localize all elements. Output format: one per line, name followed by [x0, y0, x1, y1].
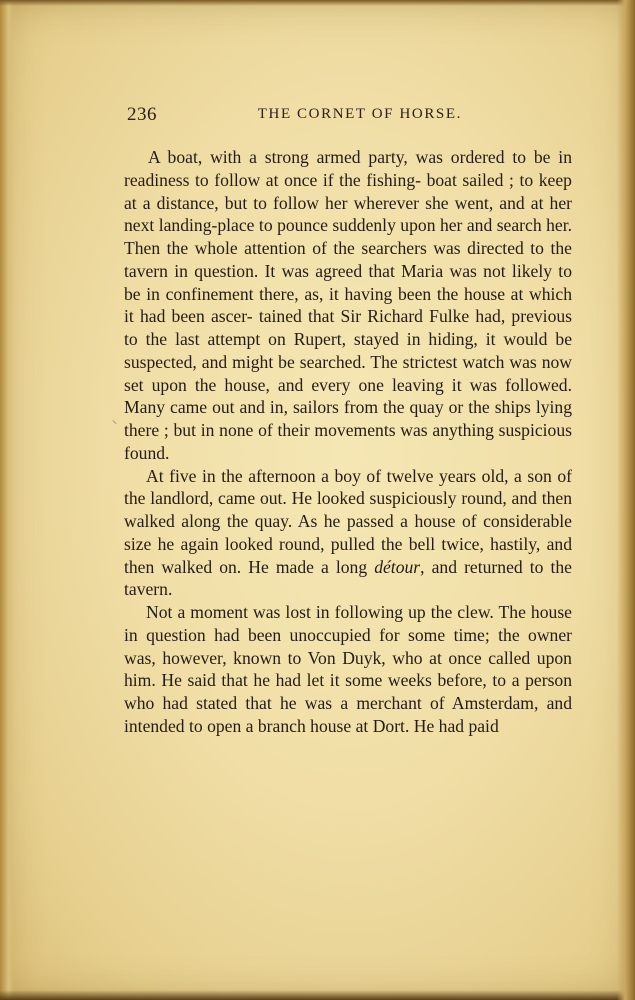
text-line: that he was a merchant of Amsterdam, and intended: [124, 693, 572, 736]
text-line: the tavern in question. It was agreed that Maria: [124, 238, 572, 281]
paragraph: [124, 465, 572, 602]
text-line: pounce suddenly upon her and search her. Then: [124, 215, 572, 258]
text-line: in none of their movements was anything suspicious: [200, 420, 572, 440]
page-header: [127, 104, 462, 128]
page-bottom-edge: [0, 990, 635, 1000]
page-top-edge: [0, 0, 635, 6]
text-line: wherever she went, and at her next landing-place to: [124, 192, 572, 236]
text-line: was not likely to be in confinement there, as, it: [124, 260, 572, 304]
text-line: The house in question had been unoccupied for some: [124, 602, 572, 645]
text-line: suspiciously round, and then walked along the quay.: [124, 488, 572, 531]
text-line: returned to the tavern.: [124, 556, 572, 600]
text-line: Not a moment was lost in following up the clew.: [146, 602, 494, 622]
text-line: found.: [124, 442, 170, 463]
running-title: THE CORNET OF HORSE.: [257, 106, 462, 122]
text-line: tained that Sir Richard Fulke had, previous to the: [124, 306, 573, 349]
text-line: then walked on. He made a long détour, and: [124, 556, 458, 577]
text-line: At five in the afternoon a boy of twelve years: [146, 465, 477, 486]
text-line: A boat, with a strong armed party, was ordered: [148, 147, 505, 167]
text-line: who at once called upon him. He said that he had: [124, 647, 572, 691]
text-line: As he passed a house of considerable size he again: [124, 511, 572, 554]
text-line: looked round, pulled the bell twice, hastily, and: [224, 533, 572, 554]
paragraph: [124, 146, 572, 465]
text-line: to be in readiness to follow at once if the fishing-: [124, 147, 572, 190]
text-line: leaving it was followed. Many came out and in,: [124, 374, 573, 418]
text-line: let it some weeks before, to a person who had stated: [124, 670, 573, 713]
text-line: having been the house at which it had been ascer-: [124, 283, 572, 327]
text-line: time; the owner was, however, known to Von Duyk,: [124, 624, 573, 668]
text-line: boat sailed ; to keep at a distance, but to follow her: [124, 169, 572, 213]
text-line: to open a branch house at Dort. He had paid: [189, 715, 499, 736]
text-line: old, a son of the landlord, came out. He looked: [124, 465, 572, 509]
text-line: last attempt on Rupert, stayed in hiding, it would: [175, 329, 548, 349]
italic-word: détour: [374, 556, 421, 577]
text-line: be suspected, and might be searched. The strictest: [124, 329, 573, 372]
page-number: 236: [127, 104, 157, 125]
text-line: watch was now set upon the house, and every one: [124, 351, 573, 395]
paragraph: [124, 601, 572, 738]
text-line: sailors from the quay or the ships lying there ; but: [124, 397, 572, 440]
margin-mark: ⸜: [112, 415, 117, 426]
text-line: the whole attention of the searchers was directed to: [166, 238, 544, 258]
body-text: [124, 146, 572, 738]
